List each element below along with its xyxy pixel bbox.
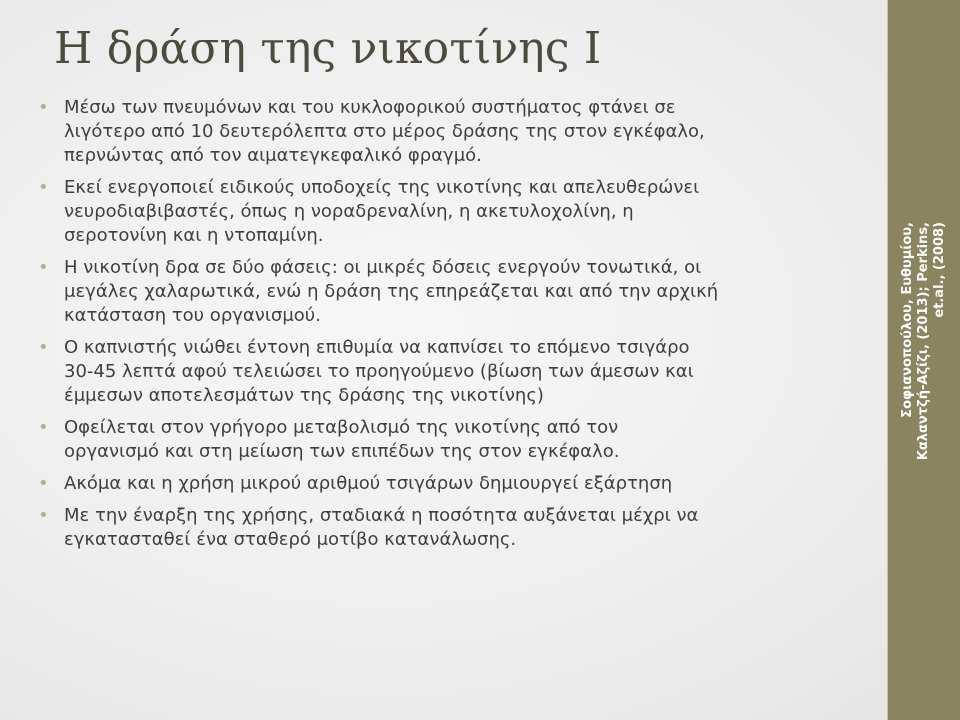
bullet-item [38, 256, 850, 328]
side-citation: Σοφιανοπούλου, Ευθυμίου, Καλαντζή-Αζίζι, (2013); Perkins, et.al., (2008) [900, 222, 947, 461]
bullet-text: Με την έναρξη της χρήσης, σταδιακά η ποσότητα αυξάνεται μέχρι να εγκατασταθεί ένα σταθερό μοτίβο κατανάλωσης. [64, 505, 699, 550]
bullet-marker: • [38, 505, 49, 526]
bullet-item [38, 96, 850, 168]
bullet-item [38, 504, 850, 552]
slide-title: Η δράση της νικοτίνης Ι [54, 23, 602, 74]
bullet-item [38, 176, 850, 248]
bullet-marker: • [38, 257, 49, 278]
bullet-item [38, 416, 850, 464]
bullet-marker: • [38, 177, 49, 198]
bullet-marker: • [38, 97, 49, 118]
bullet-marker: • [38, 337, 49, 358]
bullet-text: Εκεί ενεργοποιεί ειδικούς υποδοχείς της νικοτίνης και απελευθερώνει νευροδιαβιβαστές, όπως η νοραδρεναλίνη, η ακετυλοχολίνη, η σεροτονίνη και η ντοπαμίνη. [64, 177, 700, 246]
bullet-text: Η νικοτίνη δρα σε δύο φάσεις: οι μικρές δόσεις ενεργούν τονωτικά, οι μεγάλες χαλαρωτικά, ενώ η δράση της επηρεάζεται και από την αρχική κατάσταση του οργανισμού. [64, 257, 719, 326]
bullet-text: Ο καπνιστής νιώθει έντονη επιθυμία να καπνίσει το επόμενο τσιγάρο 30-45 λεπτά αφού τελειώσει το προηγούμενο (βίωση των άμεσων και έμμεσων αποτελεσμάτων της δράσης της νικοτίνης) [64, 337, 694, 406]
bullet-text: Οφείλεται στον γρήγορο μεταβολισμό της νικοτίνης από τον οργανισμό και στη μείωση των επιπέδων της στον εγκέφαλο. [64, 417, 620, 462]
bullet-item [38, 336, 850, 408]
bullet-marker: • [38, 417, 49, 438]
bullet-item [38, 472, 850, 496]
bullet-text: Μέσω των πνευμόνων και του κυκλοφορικού συστήματος φτάνει σε λιγότερο από 10 δευτερόλεπτα στο μέρος δράσης της στον εγκέφαλο, περνώντας από τον αιματεγκεφαλικό φραγμό. [64, 97, 705, 166]
bullet-text: Ακόμα και η χρήση μικρού αριθμού τσιγάρων δημιουργεί εξάρτηση [64, 473, 673, 494]
bullet-marker: • [38, 473, 49, 494]
bullet-list [38, 96, 850, 560]
